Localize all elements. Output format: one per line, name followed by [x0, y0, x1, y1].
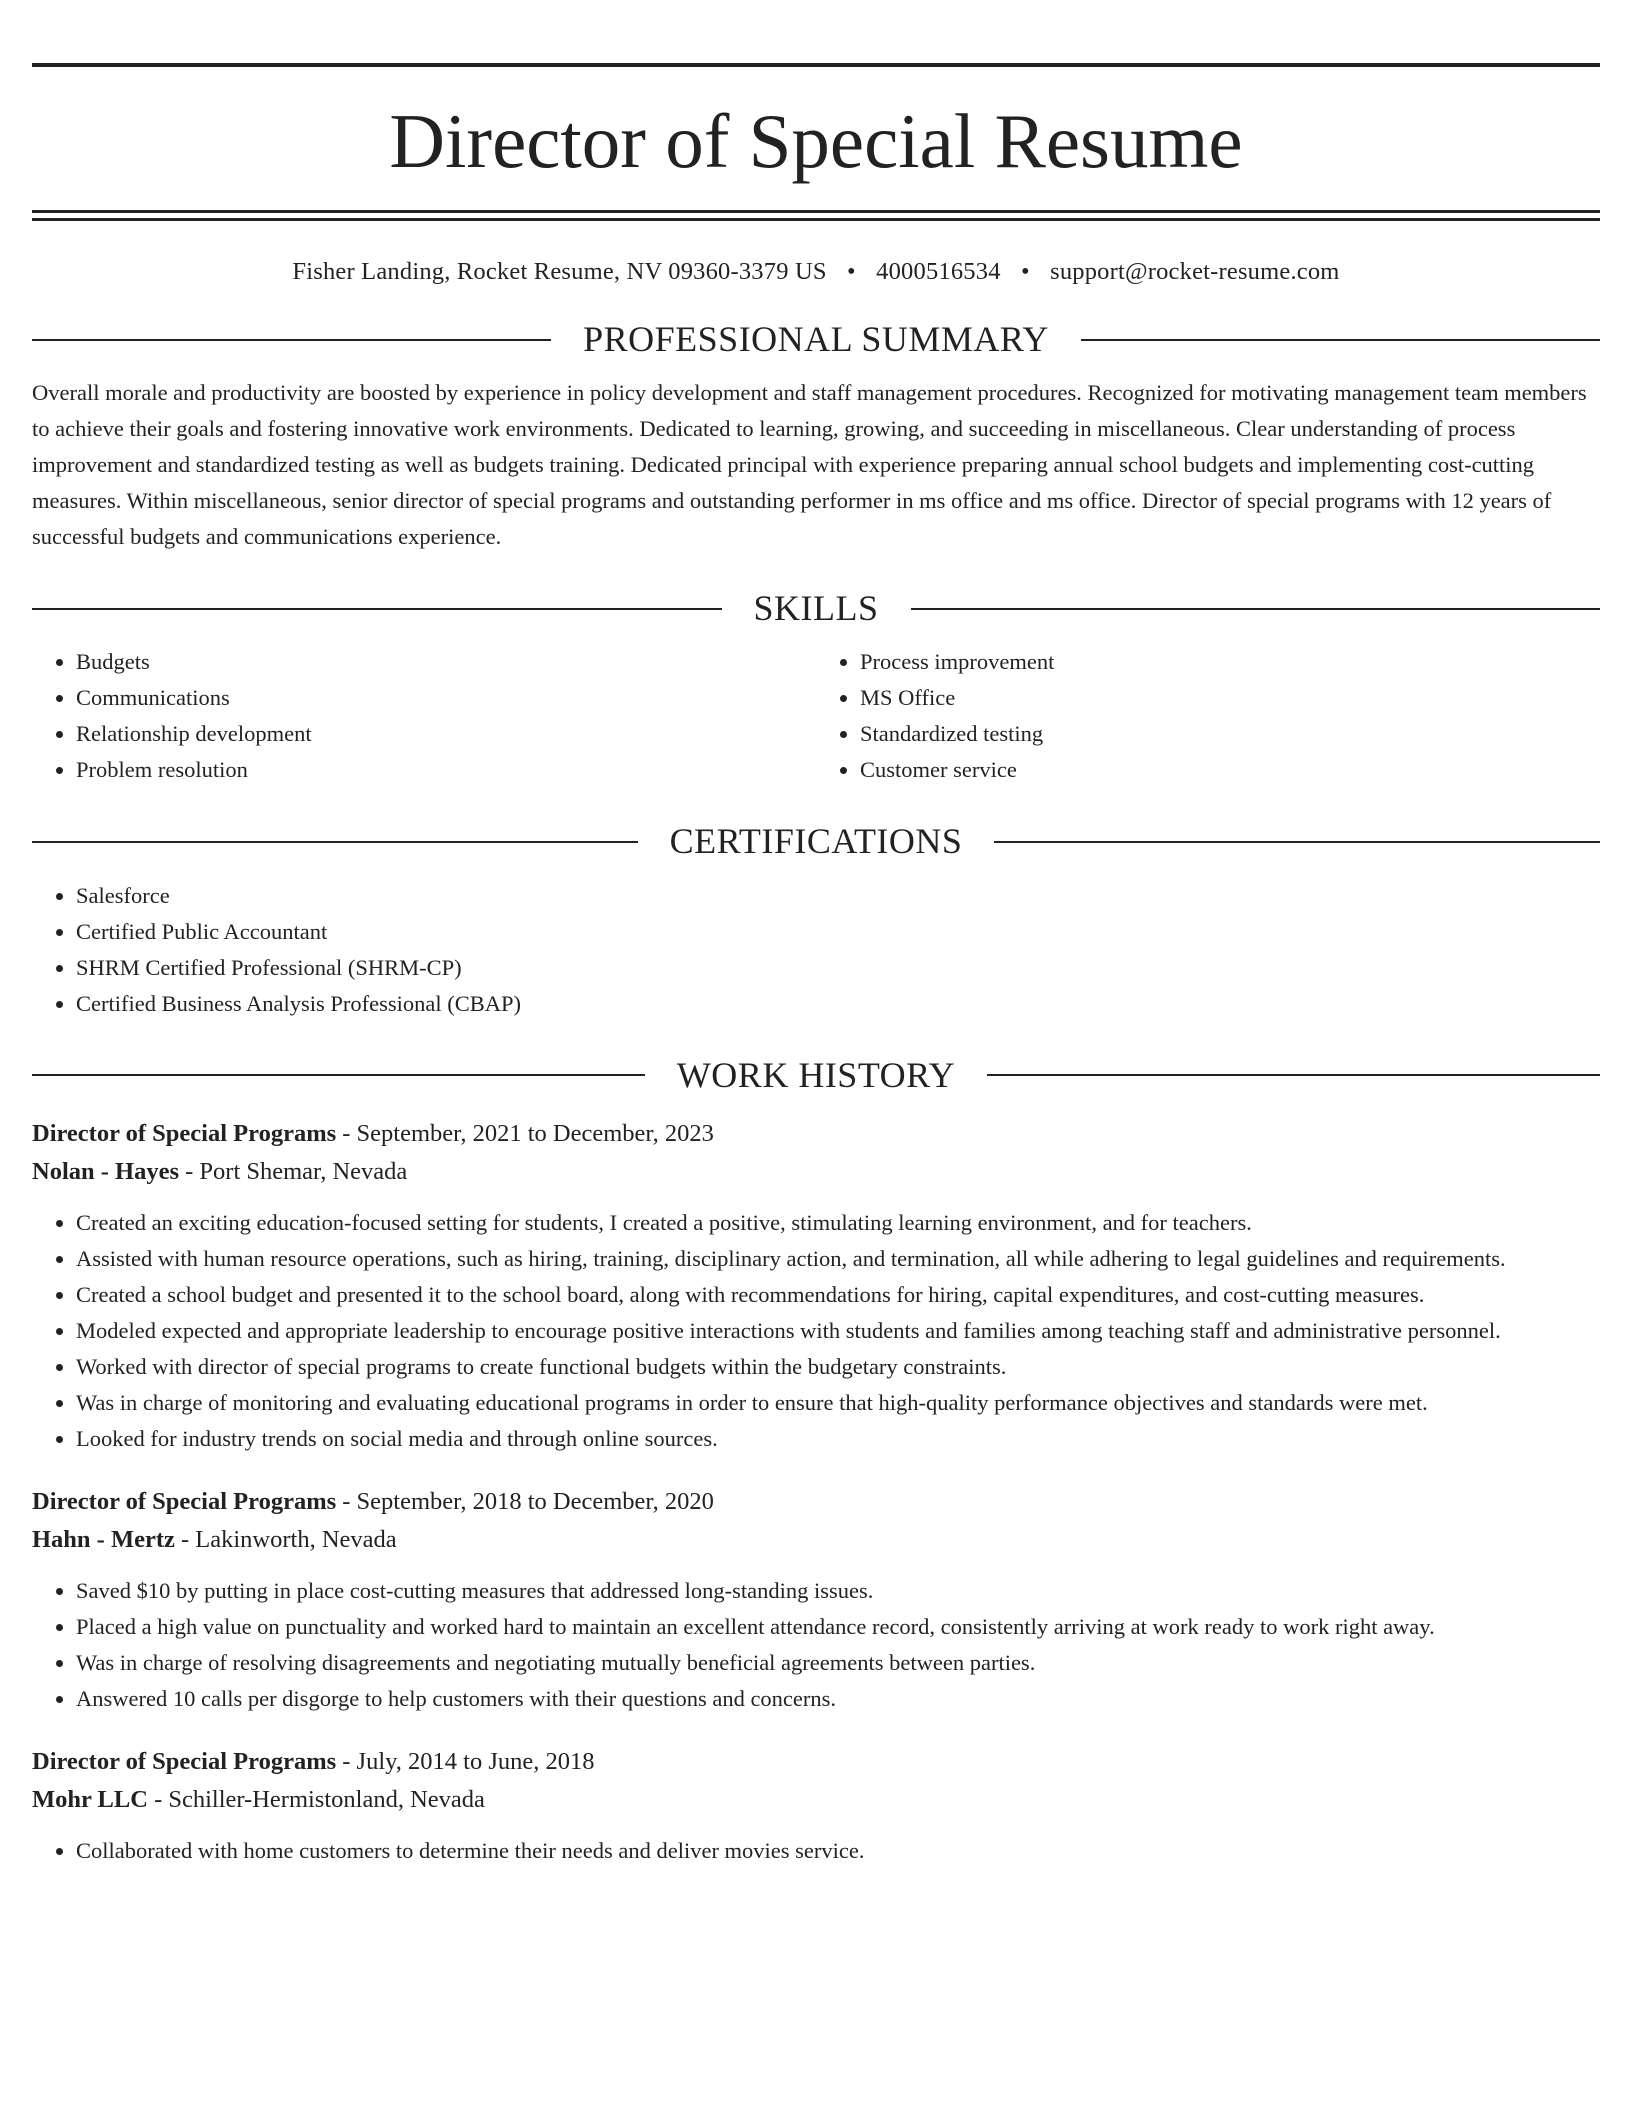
job-role: Director of Special Programs	[32, 1487, 337, 1515]
job-bullet: • Modeled expected and appropriate leadership to encourage positive interactions with students and families among teaching staff and administrative personnel.	[76, 1313, 1600, 1349]
job-entry	[32, 1115, 1600, 1457]
heading-rule-right	[911, 608, 1601, 610]
job-dates: - July, 2014 to June, 2018	[336, 1747, 595, 1775]
job-bullet: • Created a school budget and presented it to the school board, along with recommendations for hiring, capital expenditures, and cost-cutting measures.	[76, 1277, 1600, 1313]
job-location: - Schiller-Hermistonland, Nevada	[147, 1785, 485, 1813]
skills-heading: SKILLS	[753, 588, 879, 629]
section-heading-summary	[32, 318, 1600, 361]
job-bullet: • Saved $10 by putting in place cost-cutting measures that addressed long-standing issues.	[76, 1573, 1600, 1609]
job-role: Director of Special Programs	[32, 1747, 337, 1775]
skill-item: • Relationship development	[76, 716, 816, 752]
work-heading: WORK HISTORY	[676, 1054, 956, 1095]
heading-rule-right	[1081, 339, 1600, 341]
job-title-line	[32, 1743, 1600, 1781]
skill-item: • Process improvement	[860, 644, 1600, 680]
job-bullet: • Worked with director of special programs to create functional budgets within the budgetary constraints.	[76, 1349, 1600, 1385]
job-title-line	[32, 1115, 1600, 1153]
job-title-line	[32, 1483, 1600, 1521]
skills-columns	[32, 644, 1600, 788]
resume-title: Director of Special Resume	[389, 98, 1243, 184]
job-dates: - September, 2018 to December, 2020	[336, 1487, 714, 1515]
job-bullet: • Was in charge of monitoring and evaluating educational programs in order to ensure that high-quality performance objectives and standards were met.	[76, 1385, 1600, 1421]
skill-item: • Standardized testing	[860, 716, 1600, 752]
heading-rule-left	[32, 1074, 645, 1076]
job-dates: - September, 2021 to December, 2023	[336, 1119, 714, 1147]
skill-item: • Communications	[76, 680, 816, 716]
title-double-rule	[32, 210, 1600, 221]
heading-rule-left	[32, 841, 638, 843]
certification-item: • Certified Business Analysis Professional (CBAP)	[76, 986, 1600, 1022]
skill-item: • Problem resolution	[76, 752, 816, 788]
job-bullets	[32, 1573, 1600, 1717]
job-company-line	[32, 1521, 1600, 1559]
job-role: Director of Special Programs	[32, 1119, 337, 1147]
contact-phone: 4000516534	[876, 258, 1001, 285]
resume-page	[32, 0, 1600, 1869]
job-bullet: • Created an exciting education-focused setting for students, I created a positive, stimulating learning environment, and for teachers.	[76, 1205, 1600, 1241]
job-bullet: • Answered 10 calls per disgorge to help customers with their questions and concerns.	[76, 1681, 1600, 1717]
top-rule	[32, 63, 1600, 67]
job-company: Mohr LLC	[32, 1785, 148, 1813]
job-bullet: • Assisted with human resource operations, such as hiring, training, disciplinary action, and termination, all while adhering to legal guidelines and requirements.	[76, 1241, 1600, 1277]
job-bullet: • Collaborated with home customers to determine their needs and deliver movies service.	[76, 1833, 1600, 1869]
certification-item: • SHRM Certified Professional (SHRM-CP)	[76, 950, 1600, 986]
job-entry	[32, 1483, 1600, 1717]
heading-rule-right	[987, 1074, 1600, 1076]
section-heading-work	[32, 1054, 1600, 1097]
job-company: Nolan - Hayes	[32, 1157, 179, 1185]
job-bullet: • Looked for industry trends on social media and through online sources.	[76, 1421, 1600, 1457]
skill-item: • Customer service	[860, 752, 1600, 788]
job-location: - Port Shemar, Nevada	[179, 1157, 408, 1185]
summary-heading: PROFESSIONAL SUMMARY	[583, 319, 1049, 359]
job-company-line	[32, 1153, 1600, 1191]
job-bullet: • Placed a high value on punctuality and worked hard to maintain an excellent attendance record, consistently arriving at work ready to work right away.	[76, 1609, 1600, 1645]
heading-rule-right	[994, 841, 1600, 843]
job-entry	[32, 1743, 1600, 1869]
contact-email[interactable]: support@rocket-resume.com	[1050, 258, 1340, 285]
section-heading-certifications	[32, 820, 1600, 863]
contact-separator: •	[1020, 258, 1030, 285]
heading-rule-left	[32, 608, 722, 610]
summary-text: Overall morale and productivity are boosted by experience in policy development and staff management procedures. Recognized for motivating management team members to achieve their goals and fostering innovative work environments. Dedicated to learning, growing, and succeeding in miscellaneous. Clear understanding of process improvement and standardized testing as well as budgets training. Dedicated principal with experience preparing annual school budgets and implementing cost-cutting measures. Within miscellaneous, senior director of special programs and outstanding performer in ms office and ms office. Director of special programs with 12 years of successful budgets and communications experience.	[32, 380, 1587, 550]
job-location: - Lakinworth, Nevada	[174, 1525, 397, 1553]
job-company: Hahn - Mertz	[32, 1525, 175, 1553]
section-heading-skills	[32, 587, 1600, 630]
job-bullets	[32, 1205, 1600, 1457]
skill-item: • Budgets	[76, 644, 816, 680]
certification-item: • Certified Public Accountant	[76, 914, 1600, 950]
contact-line	[32, 258, 1600, 286]
certifications-list	[32, 878, 1600, 1022]
certification-item: • Salesforce	[76, 878, 1600, 914]
job-bullet: • Was in charge of resolving disagreements and negotiating mutually beneficial agreements between parties.	[76, 1645, 1600, 1681]
contact-address: Fisher Landing, Rocket Resume, NV 09360-3379 US	[292, 258, 827, 285]
skill-item: • MS Office	[860, 680, 1600, 716]
contact-separator: •	[847, 258, 856, 285]
skills-list-right	[816, 644, 1600, 788]
job-company-line	[32, 1781, 1600, 1819]
certifications-heading: CERTIFICATIONS	[669, 821, 963, 862]
skills-list-left	[32, 644, 816, 788]
heading-rule-left	[32, 339, 551, 341]
job-bullets	[32, 1833, 1600, 1869]
